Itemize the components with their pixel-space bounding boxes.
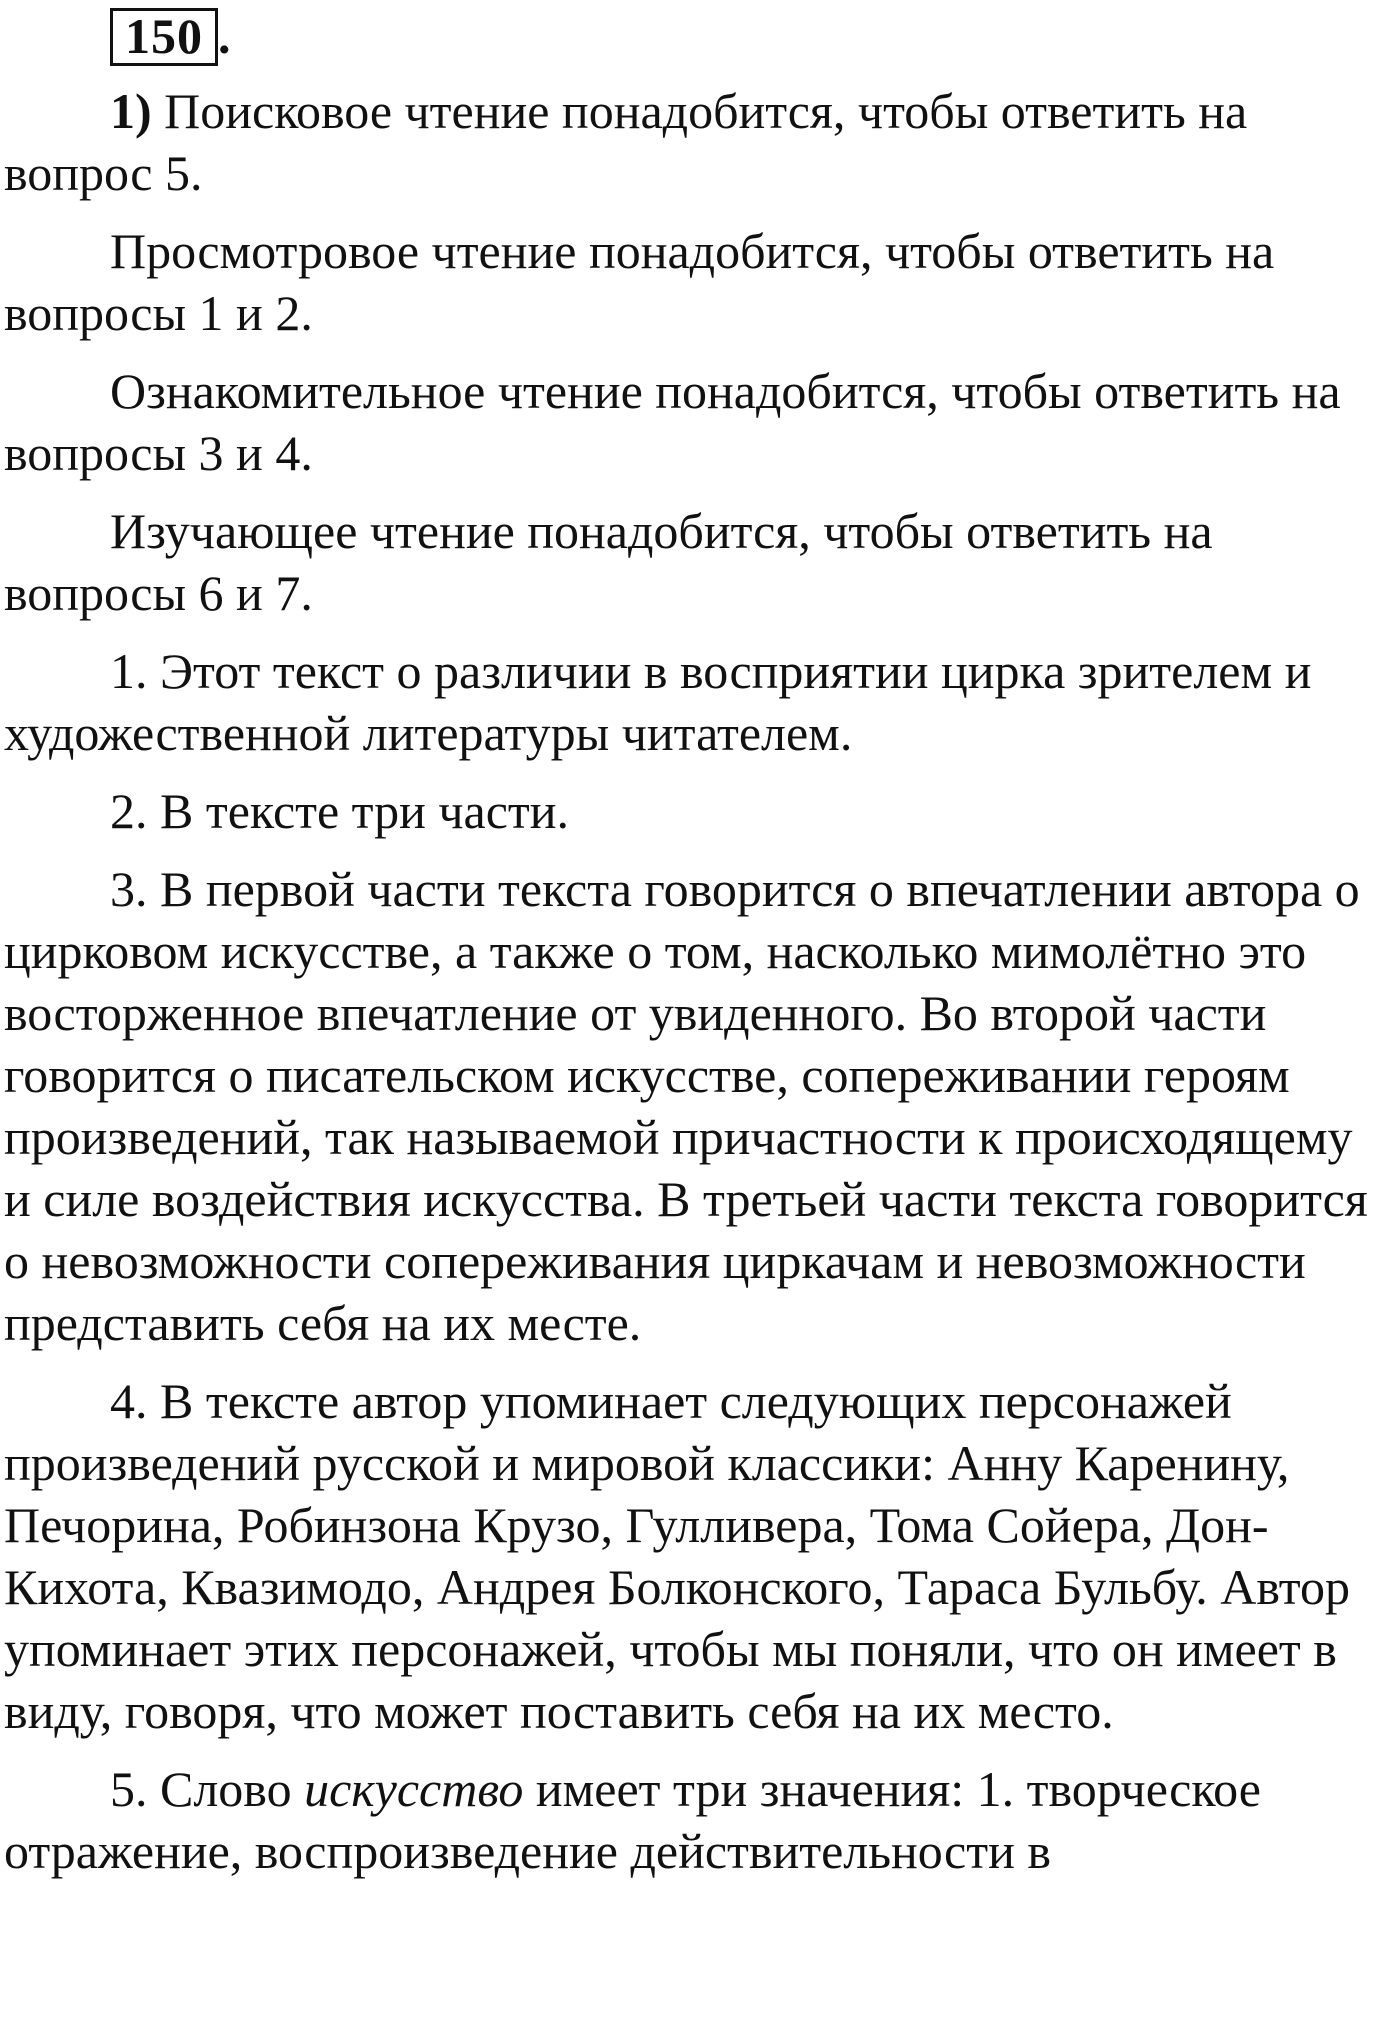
paragraph-text: Поисковое чтение понадобится, чтобы ответить на вопрос 5. xyxy=(4,83,1248,201)
task-number xyxy=(110,8,231,64)
task-number-dot: . xyxy=(218,8,231,64)
answer-marker: 1) xyxy=(110,83,152,139)
answer-item-2: 2. В тексте три части. xyxy=(110,783,570,839)
answer-item-4: 4. В тексте автор упоминает следующих персонажей произведений русской и мировой классики: Анну Каренину, Печорина, Робинзона Крузо, Гулливера, Тома Сойера, Дон-Кихота, Квазимодо, Андрея Болконского, Тараса Бульбу. Автор упоминает этих персонажей, чтобы мы поняли, что он имеет в виду, говоря, что может поставить себя на их место. xyxy=(4,1373,1350,1739)
answer-item-5 xyxy=(4,1758,1384,1882)
answer-item-5-end: имеет три значения: 1. творческое отражение, воспроизведение действительности в xyxy=(4,1761,1261,1879)
paragraph-reading-skim: Просмотровое чтение понадобится, чтобы ответить на вопросы 1 и 2. xyxy=(4,223,1275,341)
paragraph-reading-intro: Ознакомительное чтение понадобится, чтобы ответить на вопросы 3 и 4. xyxy=(4,363,1341,481)
answer-item-1: 1. Этот текст о различии в восприятии цирка зрителем и художественной литературы читателем. xyxy=(4,643,1312,761)
answer-item-5-start: 5. Слово xyxy=(110,1761,305,1817)
paragraph-reading-search xyxy=(4,80,1384,204)
task-number-box: 150 xyxy=(110,8,218,66)
paragraph-reading-study: Изучающее чтение понадобится, чтобы ответить на вопросы 6 и 7. xyxy=(4,503,1213,621)
answer-item-5-term: искусство xyxy=(304,1761,524,1817)
answer-item-3: 3. В первой части текста говорится о впечатлении автора о цирковом искусстве, а также о том, насколько мимолётно это восторженное впечатление от увиденного. Во второй части говорится о писательском искусстве, сопереживании героям произведений, так называемой причастности к происходящему и силе воздействия искусства. В третьей части текста говорится о невозможности сопереживания циркачам и невозможности представить себя на их месте. xyxy=(4,861,1368,1351)
